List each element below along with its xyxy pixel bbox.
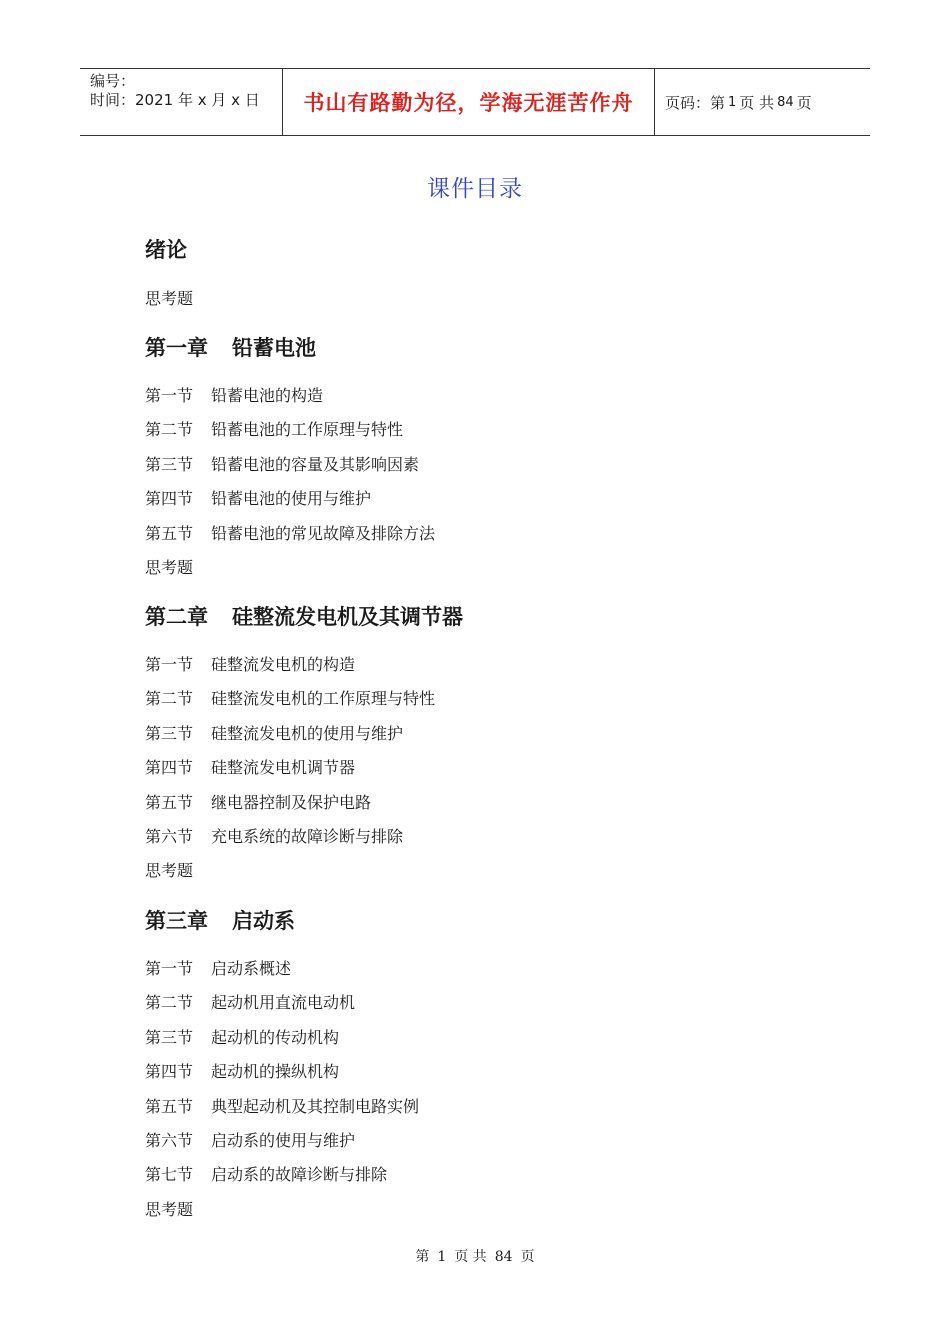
- section-title: 启动系概述: [211, 959, 292, 978]
- section-title: 硅整流发电机的构造: [211, 655, 356, 674]
- section-number: 第三节: [145, 723, 194, 743]
- chapter-heading: [145, 332, 316, 362]
- intro-heading: 绪论: [145, 238, 187, 262]
- chapter-heading: [145, 601, 463, 631]
- section-title: 典型起动机及其控制电路实例: [211, 1096, 420, 1116]
- chapter-number: 第二章: [145, 605, 208, 629]
- page-number: 1: [728, 94, 737, 110]
- section-title: 起动机的传动机构: [211, 1027, 340, 1047]
- chapter-number: 第三章: [145, 909, 208, 933]
- page-mid: 页 共: [739, 93, 775, 112]
- section-number: 第三节: [145, 1027, 194, 1047]
- intro-item: 思考题: [145, 289, 194, 308]
- section-number: 第二节: [145, 689, 194, 709]
- section-item: [145, 1059, 339, 1082]
- header-motto-cell: [282, 69, 655, 135]
- section-number: 第七节: [145, 1165, 194, 1185]
- section-title: 启动系的使用与维护: [211, 1131, 356, 1150]
- section-title: 硅整流发电机的使用与维护: [211, 723, 404, 743]
- chapter-title: 铅蓄电池: [232, 336, 316, 360]
- section-title: 充电系统的故障诊断与排除: [211, 827, 404, 846]
- chapter-title: 硅整流发电机及其调节器: [232, 605, 463, 629]
- chapter-heading: [145, 905, 295, 935]
- section-number: 第四节: [145, 489, 194, 509]
- section-number: 第五节: [145, 523, 194, 543]
- page-total: 84: [777, 94, 794, 110]
- section-item: [145, 686, 435, 709]
- section-number: 第二节: [145, 420, 194, 440]
- page-prefix: 页码：第: [665, 93, 726, 112]
- section-title: 起动机的操纵机构: [211, 1062, 340, 1082]
- header-motto: 书山有路勤为径，学海无涯苦作舟: [303, 91, 634, 115]
- footer-suffix: 页: [520, 1249, 535, 1265]
- document-time-label: 时间：2021 年 x 月 x 日: [90, 91, 260, 109]
- section-item: [145, 417, 403, 440]
- footer-mid: 页 共: [454, 1249, 487, 1265]
- section-item: [145, 383, 323, 406]
- section-number: 第三节: [145, 454, 194, 474]
- section-item: [145, 790, 371, 813]
- section-item: [145, 755, 355, 778]
- section-item: [145, 990, 355, 1013]
- section-title: 硅整流发电机调节器: [211, 758, 356, 778]
- section-item: [145, 486, 371, 509]
- section-item: [145, 1094, 419, 1117]
- section-number: 第一节: [145, 386, 194, 405]
- section-title: 继电器控制及保护电路: [211, 792, 372, 812]
- section-item: [145, 1162, 387, 1185]
- section-title: 硅整流发电机的工作原理与特性: [211, 689, 436, 709]
- section-title: 铅蓄电池的常见故障及排除方法: [211, 523, 436, 543]
- section-number: 第四节: [145, 758, 194, 778]
- section-number: 第一节: [145, 655, 194, 674]
- section-number: 第二节: [145, 993, 194, 1013]
- header-page-indicator: [655, 69, 870, 135]
- chapter-number: 第一章: [145, 336, 208, 360]
- footer-page-number: 1: [437, 1249, 447, 1265]
- section-item: [145, 1025, 339, 1048]
- section-title: 铅蓄电池的构造: [211, 386, 324, 405]
- section-item: [145, 652, 355, 675]
- section-number: 第六节: [145, 827, 194, 846]
- section-item: [145, 452, 419, 475]
- page-footer: [0, 1246, 950, 1266]
- page-header: [80, 68, 870, 136]
- chapter-questions: 思考题: [145, 1199, 194, 1219]
- footer-page-total: 84: [494, 1249, 513, 1265]
- section-item: [145, 1128, 355, 1151]
- section-number: 第一节: [145, 959, 194, 978]
- section-item: [145, 521, 435, 544]
- section-title: 铅蓄电池的使用与维护: [211, 489, 372, 509]
- footer-prefix: 第: [415, 1249, 430, 1265]
- section-title: 铅蓄电池的容量及其影响因素: [211, 454, 420, 474]
- section-number: 第六节: [145, 1131, 194, 1150]
- section-number: 第五节: [145, 792, 194, 812]
- section-item: [145, 721, 403, 744]
- section-number: 第五节: [145, 1096, 194, 1116]
- chapter-title: 启动系: [232, 909, 295, 933]
- section-item: [145, 824, 403, 847]
- page-suffix: 页: [796, 93, 812, 112]
- chapter-questions: 思考题: [145, 558, 194, 577]
- section-title: 铅蓄电池的工作原理与特性: [211, 420, 404, 440]
- section-number: 第四节: [145, 1062, 194, 1082]
- section-title: 起动机用直流电动机: [211, 993, 356, 1013]
- document-title: 课件目录: [427, 176, 523, 202]
- header-left-cell: [80, 69, 282, 135]
- chapter-questions: 思考题: [145, 861, 194, 881]
- document-number-label: 编号：: [90, 72, 136, 90]
- section-item: [145, 956, 291, 979]
- section-title: 启动系的故障诊断与排除: [211, 1165, 388, 1185]
